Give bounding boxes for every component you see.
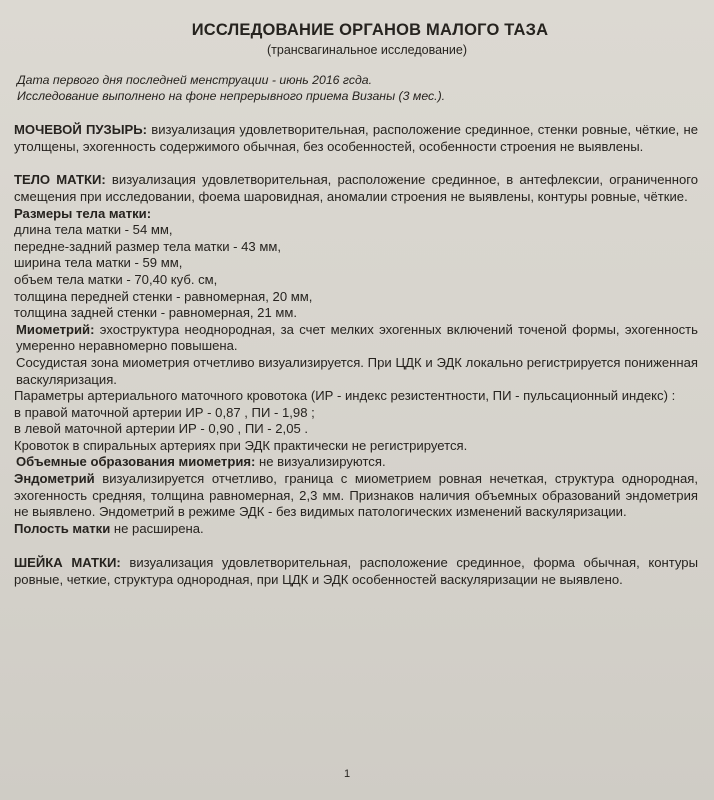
cavity-heading: Полость матки <box>14 520 111 536</box>
exam-context: Исследование выполнено на фоне непрерывного приема Визаны (3 мес.). <box>17 88 446 103</box>
cavity-text: не расширена. <box>113 520 204 536</box>
spiral-arteries: Кровоток в спиральных артериях при ЭДК практически не регистрируется. <box>14 437 468 453</box>
cervix-section <box>14 555 698 588</box>
cervix-text: визуализация удовлетворительная, расположение срединное, форма обычная, контуры ровные, четкие, структура однородная, при ЦДК и ЭДК особенностей васкуляризации не выявлено. <box>14 555 698 588</box>
size-item: ширина тела матки - 59 мм, <box>14 255 183 271</box>
size-item: передне-задний размер тела матки - 43 мм, <box>14 238 281 254</box>
left-artery-values: в левой маточной артерии ИР - 0,90 , ПИ - 2,05 . <box>14 421 309 437</box>
bladder-section <box>14 122 698 155</box>
bladder-text: визуализация удовлетворительная, расположение срединное, стенки ровные, чёткие, не утолщены, эхогенность содержимого обычная, без особенностей, особенности строения не выявлены. <box>14 122 698 154</box>
uterus-body-text: визуализация удовлетворительная, расположение срединное, в антефлексии, ограниченного смещения при исследовании, фоема шаровидная, аномалии строения не выявлены, контуры ровные, чёткие. <box>14 172 699 204</box>
uterine-cavity <box>14 521 698 538</box>
myometrium-section <box>14 322 698 355</box>
exam-meta <box>14 73 698 104</box>
right-artery-values: в правой маточной артерии ИР - 0,87 , ПИ - 1,98 ; <box>14 404 315 420</box>
myometrium-heading: Миометрий: <box>16 321 95 337</box>
document-title: ИССЛЕДОВАНИЕ ОРГАНОВ МАЛОГО ТАЗА <box>191 21 549 39</box>
blood-flow-intro: Параметры артериального маточного кровотока (ИР - индекс резистентности, ПИ - пульсационный индекс) : <box>14 388 676 404</box>
size-item: длина тела матки - 54 мм, <box>14 222 173 238</box>
sizes-heading: Размеры тела матки: <box>14 205 152 221</box>
myometrium-vascular: Сосудистая зона миометрия отчетливо визуализируется. При ЦДК и ЭДК локально регистрируется пониженная васкуляризация. <box>16 354 698 387</box>
last-period-date: Дата первого дня последней менструации - июнь 2016 гсда. <box>17 73 373 88</box>
uterus-body-heading: ТЕЛО МАТКИ: <box>14 172 106 188</box>
uterus-body-section <box>14 172 698 205</box>
size-item: толщина передней стенки - равномерная, 20 мм, <box>14 288 313 304</box>
myometrium-masses <box>14 454 698 471</box>
endometrium-heading: Эндометрий <box>14 471 95 487</box>
myometrium-text: эхоструктура неоднородная, за счет мелких эхогенных включений точеной формы, эхогенность умеренно неравномерно повышена. <box>16 321 698 354</box>
myometrium-masses-text: не визуализируются. <box>259 454 386 470</box>
size-item: объем тела матки - 70,40 куб. см, <box>14 271 218 287</box>
endometrium-text: визуализируется отчетливо, граница с миометрием ровная нечеткая, структура однородная, эхогенность средняя, толщина равномерная, 2,3 мм. Признаков наличия объемных образований эндометрия не выявлено. Эндометрий в режиме ЭДК - без видимых патологических изменений васкуляризации. <box>14 471 699 520</box>
bladder-heading: МОЧЕВОЙ ПУЗЫРЬ: <box>14 122 148 138</box>
cervix-heading: ШЕЙКА МАТКИ: <box>14 555 121 571</box>
size-item: толщина задней стенки - равномерная, 21 мм. <box>14 305 298 321</box>
document-subtitle: (трансвагинальное исследование) <box>266 42 468 57</box>
page-number: 1 <box>344 768 351 780</box>
endometrium-section <box>14 471 698 521</box>
myometrium-masses-heading: Объемные образования миометрия: <box>16 454 256 470</box>
